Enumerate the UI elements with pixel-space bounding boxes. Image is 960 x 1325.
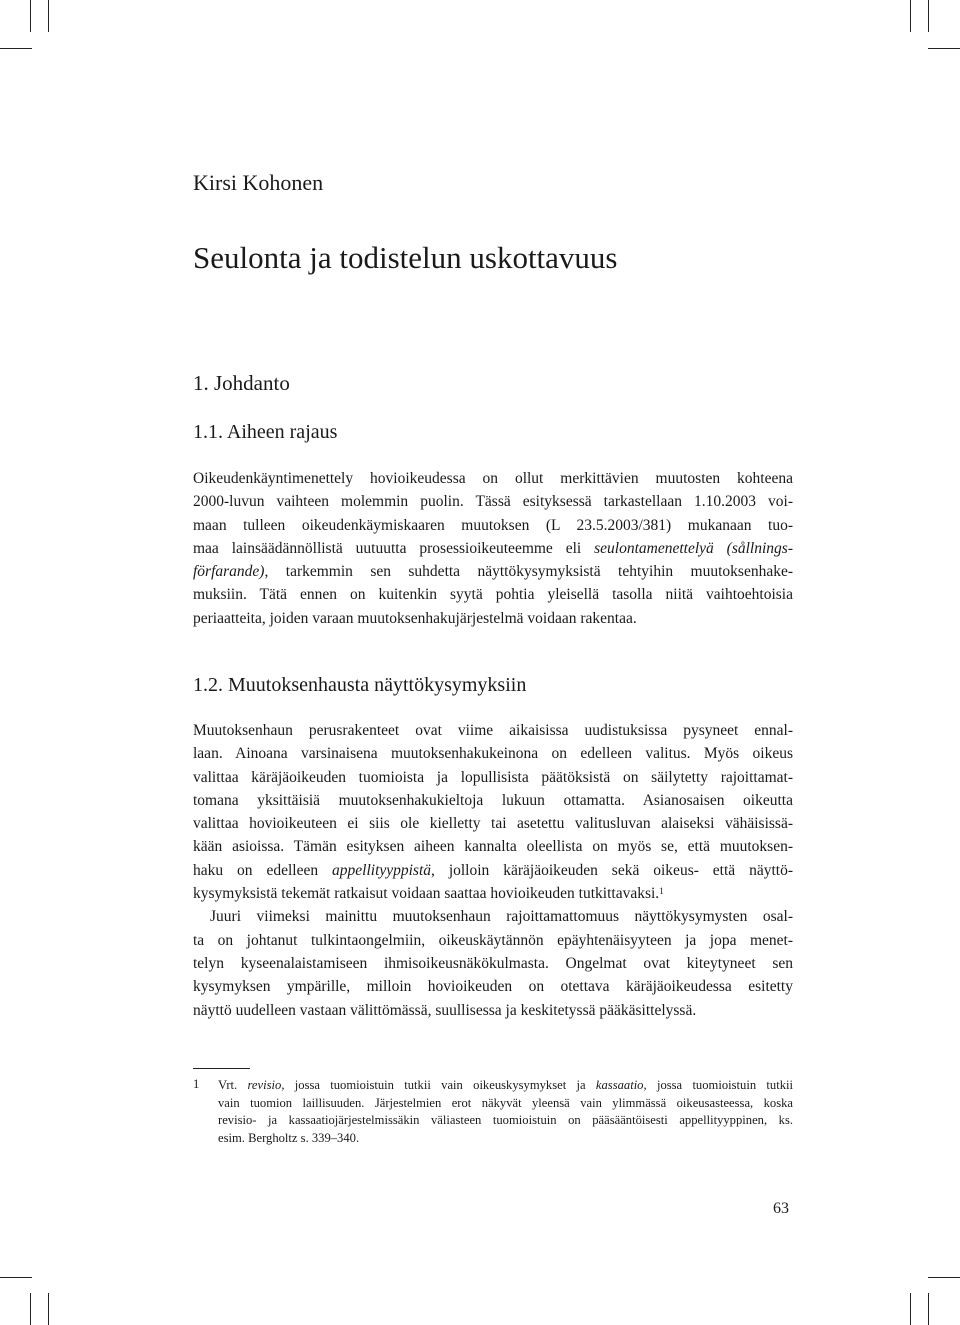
text-line: maan tulleen oikeudenkäymiskaaren muutoksen (L 23.5.2003/381) mukanaan tuo- [193,516,793,534]
text-line: valittaa hovioikeuteen ei siis ole kielletty tai asetettu valitusluvan alaiseksi vähäisissä- [193,815,793,833]
text-line: tomana yksittäisiä muutoksenhakukieltoja lukuun ottamatta. Asianosaisen oikeutta [193,791,793,809]
text-line: esim. Bergholtz s. 339–340. [218,1130,360,1145]
crop-mark [910,0,911,32]
text-line: kysymyksistä tekemät ratkaisut voidaan saattaa hovioikeuden tutkittavaksi.$^1$ [193,885,664,903]
page-number: 63 [773,1200,789,1217]
text-line: muksiin. Tätä ennen on kuitenkin syytä pohtia yleisellä tasolla niitä vaihtoehtoisia [193,586,793,604]
section-heading: 1. Johdanto [193,371,290,395]
text-line: Muutoksenhaun perusrakenteet ovat viime aikaisissa uudistuksissa pysyneet ennal- [193,722,793,739]
text-line: kään asioissa. Tämän esityksen aiheen kannalta oleellista on myös se, että muutoksen- [193,838,793,856]
italic-term: appellityyppistä [332,861,432,879]
crop-mark [910,1293,911,1325]
paragraph [193,719,793,1022]
text-line: ta on johtanut tulkintaongelmiin, oikeuskäytännön epäyhtenäisyyteen ja jopa menet- [193,931,793,949]
crop-mark [0,1277,32,1278]
footnote [218,1077,793,1147]
text-line: kysymyksen ympärille, milloin hovioikeuden on otettava käräjäoikeudessa esitetty [193,978,793,996]
text-line: haku on edelleen appellityyppistä, jolloin käräjäoikeuden sekä oikeus- että näyttö- [193,861,793,879]
italic-term: förfarande) [193,563,265,581]
footnote-number: 1 [193,1077,200,1091]
text-line: valittaa käräjäoikeuden tuomioista ja lopullisista päätöksistä on säilytetty rajoittamat- [193,768,793,786]
crop-mark [928,1293,929,1325]
text-line: Vrt. revisio, jossa tuomioistuin tutkii vain oikeuskysymykset ja kassaatio, jossa tuomioistuin tutkii [218,1078,794,1092]
text-line: maa lainsäädännöllistä uutuutta prosessioikeuteemme eli seulontamenettelyä (sållnings- [193,539,793,557]
author-name: Kirsi Kohonen [193,170,324,195]
italic-term: seulontamenettelyä (sållnings- [594,539,793,557]
footnote-ref[interactable]: 1 [659,886,664,897]
paragraph [193,467,793,630]
crop-mark [928,48,960,49]
text-line: telyn kyseenalaistamiseen ihmisoikeusnäkökulmasta. Ongelmat ovat kiteytyneet sen [193,954,793,972]
text-line: näyttö uudelleen vastaan välittömässä, suullisessa ja keskitetyssä pääkäsittelyssä. [193,1001,697,1019]
text-line: Oikeudenkäyntimenettely hovioikeudessa on ollut merkittävien muutosten kohteena [193,470,793,487]
crop-mark [30,0,31,32]
text-line: förfarande), tarkemmin sen suhdetta näyttökysymyksistä tehtyihin muutoksenhake- [193,563,793,581]
crop-mark [928,0,929,32]
crop-mark [48,0,49,32]
subsection-heading: 1.2. Muutoksenhausta näyttökysymyksiin [193,674,527,696]
text-line: vain tuomion laillisuuden. Järjestelmien erot näkyvät yleensä vain ylimmässä oikeusasteessa, koska [218,1095,793,1110]
crop-mark [48,1293,49,1325]
text-line: periaatteita, joiden varaan muutoksenhakujärjestelmä voidaan rakentaa. [193,609,637,627]
article-title: Seulonta ja todistelun uskottavuus [193,240,618,275]
text-line: revisio- ja kassaatiojärjestelmissäkin väliasteen tuomioistuin on pääsääntöisesti appellityyppinen, ks. [218,1113,793,1128]
text-line: Juuri viimeksi mainittu muutoksenhaun rajoittamattomuus näyttökysymysten osal- [210,908,793,926]
subsection-heading: 1.1. Aiheen rajaus [193,421,338,443]
crop-mark [928,1277,960,1278]
footnote-divider [193,1068,250,1069]
crop-mark [0,48,32,49]
text-line: laan. Ainoana varsinaisena muutoksenhakukeinona on edelleen valitus. Myös oikeus [193,745,793,763]
text-line: 2000-luvun vaihteen molemmin puolin. Tässä esityksessä tarkastellaan 1.10.2003 voi- [193,493,793,511]
crop-mark [30,1293,31,1325]
